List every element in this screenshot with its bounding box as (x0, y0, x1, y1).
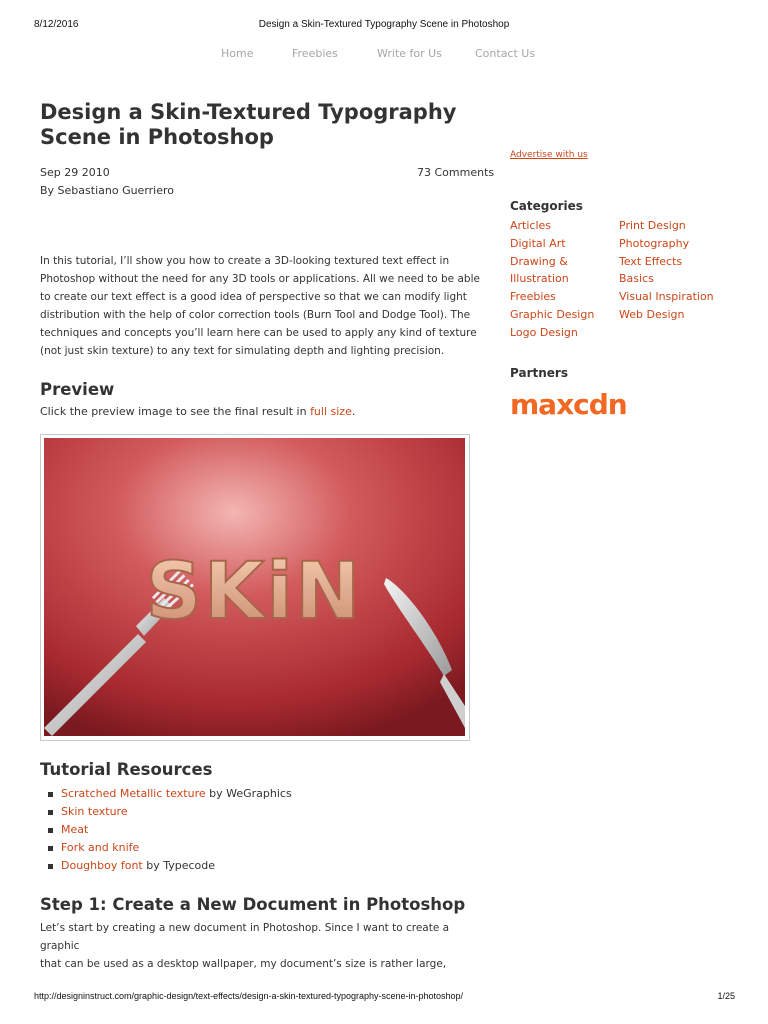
advertise-link[interactable]: Advertise with us (510, 150, 588, 160)
category-link[interactable]: Logo Design (510, 325, 578, 339)
intro-line: distribution with the help of color correction tools (Burn Tool and Dodge Tool). The (40, 308, 471, 321)
nav-contact-us[interactable]: Contact Us (475, 47, 536, 60)
category-link[interactable]: Digital Art (510, 236, 566, 250)
preview-image[interactable] (44, 438, 465, 736)
resource-link[interactable]: Skin texture (61, 805, 128, 818)
full-size-link[interactable]: full size (310, 405, 352, 418)
category-link[interactable]: Basics (619, 272, 654, 286)
list-item (48, 803, 292, 821)
step1-paragraph (40, 920, 480, 974)
category-link[interactable]: Drawing & (510, 254, 568, 268)
comments-link[interactable]: 73 Comments (417, 166, 495, 179)
preview-caption (40, 405, 355, 418)
categories-column (510, 217, 594, 342)
caption-period: . (351, 405, 356, 418)
categories-column (619, 217, 714, 324)
categories-heading: Categories (510, 199, 583, 213)
resource-credit: by Typecode (142, 859, 216, 872)
intro-line: Photoshop without the need for any 3D tools or applications. All we need to be able (40, 272, 480, 285)
intro-line: to create our text effect is a good idea of perspective so that we can modify light (40, 290, 467, 303)
list-item (48, 821, 292, 839)
resources-heading: Tutorial Resources (40, 760, 213, 779)
nav-write-for-us[interactable]: Write for Us (377, 47, 442, 60)
preview-heading: Preview (40, 380, 115, 399)
list-item (48, 785, 292, 803)
resource-credit: by WeGraphics (205, 787, 292, 800)
print-page-number: 1/25 (717, 991, 735, 1001)
preview-word: SKiN (145, 547, 363, 637)
category-link[interactable]: Photography (619, 236, 690, 250)
preview-illustration (44, 438, 465, 736)
partners-heading: Partners (510, 366, 568, 380)
print-title: Design a Skin-Textured Typography Scene in Photoshop (258, 19, 510, 30)
step1-heading: Step 1: Create a New Document in Photoshop (40, 895, 466, 914)
category-link[interactable]: Illustration (510, 272, 569, 286)
print-date: 8/12/2016 (34, 19, 79, 30)
maxcdn-logo-mark (510, 390, 652, 418)
maxcdn-logo[interactable] (510, 390, 652, 422)
category-link[interactable]: Freebies (510, 290, 556, 304)
print-url: http://designinstruct.com/graphic-design/text-effects/design-a-skin-textured-typography-scene-in-photoshop/ (34, 991, 464, 1001)
skin-word-art (146, 547, 363, 637)
intro-paragraph (40, 253, 480, 360)
step1-line: that can be used as a desktop wallpaper, my document’s size is rather large, (40, 957, 447, 970)
list-item (48, 839, 292, 857)
category-link[interactable]: Visual Inspiration (619, 290, 714, 304)
article-title-line1: Design a Skin-Textured Typography (40, 100, 457, 124)
list-item (48, 857, 292, 875)
category-link[interactable]: Text Effects (619, 254, 683, 268)
intro-line: In this tutorial, I’ll show you how to create a 3D-looking textured text effect in (40, 255, 450, 267)
nav-freebies[interactable]: Freebies (292, 47, 338, 60)
nav-home[interactable]: Home (221, 47, 254, 60)
intro-line: techniques and concepts you’ll learn here can be used to apply any kind of texture (40, 326, 477, 339)
resources-list (48, 785, 292, 875)
article-author: By Sebastiano Guerriero (40, 184, 175, 197)
article-date: Sep 29 2010 (40, 166, 110, 179)
category-link[interactable]: Articles (510, 219, 552, 232)
article-title (40, 100, 480, 150)
resource-link[interactable]: Doughboy font (61, 859, 143, 872)
category-link[interactable]: Web Design (619, 307, 685, 321)
category-link[interactable]: Print Design (619, 219, 686, 232)
intro-line: (not just skin texture) to any text for simulating depth and lighting precision. (40, 344, 445, 357)
caption-text: Click the preview image to see the final result in (40, 405, 311, 418)
resource-link[interactable]: Fork and knife (61, 841, 140, 854)
step1-line: Let’s start by creating a new document in Photoshop. Since I want to create a graphic (40, 922, 450, 952)
resource-link[interactable]: Meat (61, 823, 89, 836)
resource-link[interactable]: Scratched Metallic texture (61, 787, 206, 800)
maxcdn-logo-text: maxcdn (510, 390, 627, 418)
article-title-line2: Scene in Photoshop (40, 125, 274, 149)
category-link[interactable]: Graphic Design (510, 307, 595, 321)
